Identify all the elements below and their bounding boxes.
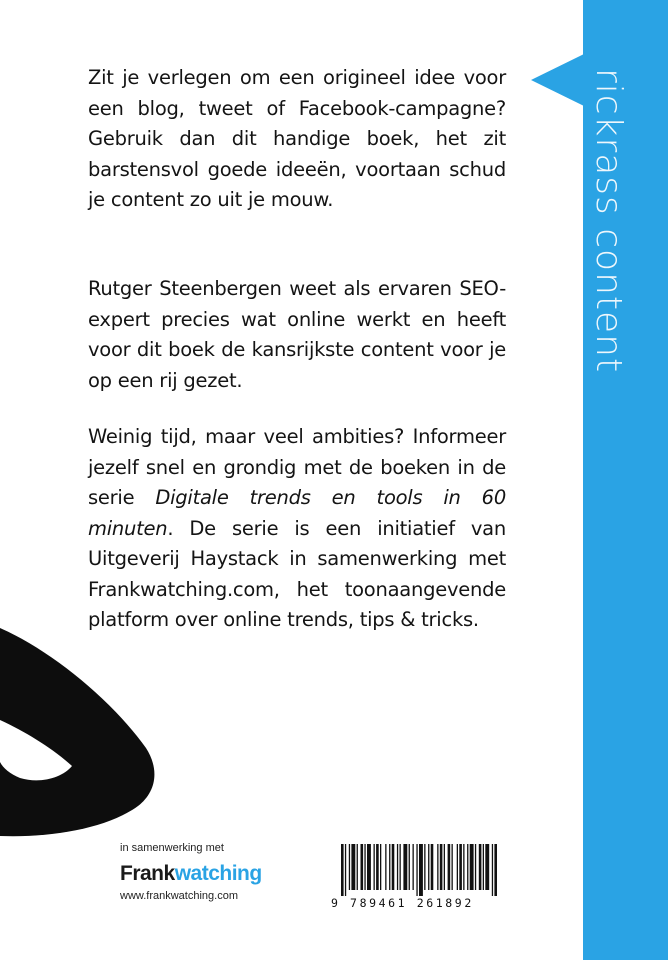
frankwatching-logo <box>120 862 320 886</box>
barcode-bar <box>357 844 358 890</box>
sponsor-url: www.frankwatching.com <box>120 890 238 902</box>
barcode-bar <box>459 844 462 890</box>
barcode-bar <box>483 844 484 890</box>
barcode-bar <box>452 844 453 890</box>
barcode-bar <box>361 844 364 890</box>
barcode-bar <box>485 844 489 890</box>
barcode-bar <box>341 844 344 896</box>
logo-part-frank: Frank <box>120 862 175 885</box>
barcode-bar <box>409 844 410 890</box>
barcode-bar <box>431 844 434 890</box>
barcode-bar <box>389 844 390 890</box>
barcode-bar <box>424 844 425 890</box>
barcode-bar <box>440 844 443 890</box>
barcode-bar <box>444 844 445 890</box>
barcode-bar <box>351 844 355 890</box>
barcode-bar <box>385 844 386 890</box>
isbn-number: 9 789461 261892 <box>331 896 474 910</box>
blurb-paragraph-3 <box>88 422 506 636</box>
barcode-bar <box>492 844 493 896</box>
sponsor-block <box>120 842 320 902</box>
barcode-bar <box>470 844 474 890</box>
barcode-bar <box>413 844 414 890</box>
barcode-bars <box>341 844 497 896</box>
barcode-bar <box>376 844 379 890</box>
blurb-paragraph-3-intro: Weinig tijd, maar veel ambities? Informeer jezelf snel en grondig met de boeken in de serie <box>88 425 506 509</box>
barcode-bar <box>467 844 468 890</box>
blurb-paragraph-1: Zit je verlegen om een origineel idee voor een blog, tweet of Facebook-campagne? Gebruik dan dit handige boek, het zit barstensvol goede ideeën, voortaan schud je content zo uit je mouw. <box>88 66 506 211</box>
barcode-bar <box>397 844 398 890</box>
barcode-bar <box>479 844 482 890</box>
barcode-bar <box>403 844 407 890</box>
barcode-bar <box>349 844 350 890</box>
barcode-bar <box>345 844 346 896</box>
series-title: Digitale trends en tools in 60 minuten <box>88 486 506 540</box>
barcode-bar <box>494 844 497 896</box>
barcode-bar <box>457 844 458 890</box>
logo-part-watching: watching <box>174 862 262 885</box>
barcode-bar <box>448 844 451 890</box>
spine-title: rickrass content <box>588 68 629 374</box>
barcode-bar <box>437 844 438 890</box>
barcode-bar <box>475 844 476 890</box>
barcode-bar <box>416 844 417 896</box>
barcode-bar <box>392 844 395 890</box>
barcode-bar <box>400 844 401 890</box>
sponsor-intro-text: in samenwerking met <box>120 842 224 854</box>
blurb-paragraph-3-outro: . De serie is een initiatief van Uitgeverij Haystack in samenwerking met Frankwatching.com, het toonaangevende platform over online trends, tips & tricks. <box>88 516 506 631</box>
barcode-bar <box>364 844 365 890</box>
barcode-bar <box>380 844 381 890</box>
blurb-paragraph-2: Rutger Steenbergen weet als ervaren SEO-expert precies wat online werkt en heeft voor dit boek de kansrijkste content voor je op een rij gezet. <box>88 277 506 392</box>
barcode-bar <box>419 844 423 896</box>
spine-arrow-tab <box>531 54 584 106</box>
decorative-swoosh-shape <box>0 628 160 838</box>
barcode-bar <box>367 844 371 890</box>
isbn-barcode <box>331 844 497 916</box>
barcode-bar <box>463 844 464 890</box>
barcode-bar <box>374 844 375 890</box>
barcode-bar <box>428 844 429 890</box>
